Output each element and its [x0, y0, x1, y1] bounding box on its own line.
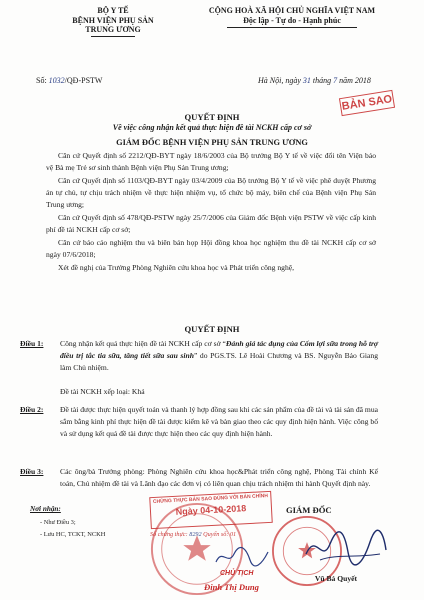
article-1-topic: Đánh giá tác dụng của Cốm lợi sữa trong hỗ trợ điều trị tắc tia sữa, tăng tiết sữa sau sinh	[60, 339, 379, 361]
recipients-title: Nơi nhận:	[30, 505, 61, 513]
cert-stamp-date: 04-10-2018	[199, 503, 247, 516]
basis-item: Căn cứ Quyết định số 2212/QĐ-BYT ngày 18/6/2003 của Bộ trưởng Bộ Y tế về việc đổi tên Viện bảo vệ Bà mẹ Trẻ sơ sinh thành Bệnh viện Phụ Sản Trung ương;	[46, 151, 376, 172]
doc-number-prefix: Số:	[36, 76, 47, 85]
basis-item: Xét đề nghị của Trưởng Phòng Nghiên cứu khoa học và Phát triển công nghệ,	[58, 263, 295, 272]
basis-item: Căn cứ báo cáo nghiệm thu và biên bản họp Hội đồng khoa học nghiệm thu đề tài NCKH cấp cơ sở ngày 07/6/2018;	[46, 238, 376, 259]
document-number	[36, 76, 102, 85]
motto: Độc lập - Tự do - Hạnh phúc	[243, 16, 341, 25]
certification-stamp	[149, 491, 273, 529]
cert-stamp-day-word: Ngày	[175, 505, 198, 517]
date-year: năm 2018	[339, 76, 371, 85]
signer-name: Vũ Bá Quyết	[314, 574, 358, 583]
article-2-text: Đề tài được thực hiện quyết toán và thanh lý hợp đồng sau khi các sản phẩm của đề tài và tài sản đã mua sắm bằng kinh phí thực hiện đề tài được kiểm kê và bàn giao theo các quy định hiện hành. Việc công bố và sử dụng kết quả đề tài được thực hiện theo các quy định hiện hành.	[60, 405, 378, 439]
hospital-name: BỆNH VIỆN PHỤ SẢN	[72, 15, 154, 25]
director-signature	[300, 524, 390, 572]
decision-title: QUYẾT ĐỊNH	[184, 112, 240, 122]
article-3-label: Điều 3:	[20, 467, 44, 476]
recipient-item: - Lưu HC, TCKT, NCKH	[40, 531, 106, 538]
month-word: tháng	[312, 76, 332, 85]
date-month: 7	[333, 76, 338, 85]
certifier-title: CHỦ TỊCH	[220, 570, 254, 577]
cert-book-number: Quyển số: 01	[203, 531, 237, 538]
article-1-text	[60, 338, 378, 375]
national-header	[162, 6, 422, 28]
copy-stamp: BẢN SAO	[339, 90, 395, 116]
agency-underline	[91, 36, 135, 37]
issuer-title: GIÁM ĐỐC BỆNH VIỆN PHỤ SẢN TRUNG ƯƠNG	[116, 138, 308, 147]
doc-number-handwritten: 1032	[48, 76, 65, 85]
basis-item: Căn cứ Quyết định số 478/QĐ-PSTW ngày 25/7/2006 của Giám đốc Bệnh viện PSTW về việc cấp kinh phí đề tài NCKH cấp cơ sở;	[46, 213, 376, 234]
article-3-text: Các ông/bà Trưởng phòng: Phòng Nghiên cứu khoa học&Phát triển công nghệ, Phòng Tài chính Kế toán, Chủ nhiệm đề tài và Lãnh đạo các đơn vị có liên quan chịu trách nhiệm thi hành Quyết định này.	[60, 467, 378, 489]
certification-number	[150, 531, 236, 538]
date-day: 31	[302, 76, 311, 85]
republic-name: CỘNG HOÀ XÃ HỘI CHỦ NGHĨA VIỆT NAM	[208, 6, 376, 15]
ministry-name: BỘ Y TẾ	[97, 6, 129, 15]
certifier-name: Đinh Thị Dung	[204, 582, 259, 592]
basis-item: Căn cứ Quyết định số 1103/QĐ-BYT ngày 03/4/2009 của Bộ trưởng Bộ Y tế về việc phê duyệt Phương án tự chủ, tự chịu trách nhiệm về thực hiện nhiệm vụ, tổ chức bộ máy, biên chế của Bệnh viện Phụ Sản Trung ương;	[46, 176, 376, 209]
place-text: Hà Nội, ngày	[258, 76, 301, 85]
article-1-text-before: Công nhận kết quả thực hiện đề tài NCKH cấp cơ sở “	[60, 339, 226, 348]
cert-stamp-heading: CHỨNG THỰC BẢN SAO ĐÚNG VỚI BẢN CHÍNH	[152, 493, 269, 506]
motto-underline	[227, 27, 357, 28]
decision-subject: Về việc công nhận kết quả thực hiện đề tài NCKH cấp cơ sở	[112, 123, 312, 132]
recipient-item: - Như Điều 3;	[40, 519, 76, 526]
doc-number-suffix: /QĐ-PSTW	[64, 76, 103, 85]
cert-no-prefix: Số chứng thực:	[150, 531, 188, 538]
article-2-label: Điều 2:	[20, 405, 44, 414]
legal-bases	[46, 150, 376, 275]
article-1-label: Điều 1:	[20, 339, 44, 348]
cert-no-handwritten: 8292	[189, 531, 202, 538]
decision-title-2: QUYẾT ĐỊNH	[184, 324, 240, 334]
article-1-text-after: ” do PGS.TS. Lê Hoài Chương và BS. Nguyễn Bảo Giang làm Chủ nhiệm.	[60, 351, 378, 373]
article-1-rating: Đề tài NCKH xếp loại: Khá	[60, 387, 145, 396]
hospital-name-2: TRUNG ƯƠNG	[85, 25, 141, 35]
signer-title: GIÁM ĐỐC	[286, 505, 332, 515]
certifier-signature	[212, 544, 272, 570]
place-date	[258, 76, 371, 85]
